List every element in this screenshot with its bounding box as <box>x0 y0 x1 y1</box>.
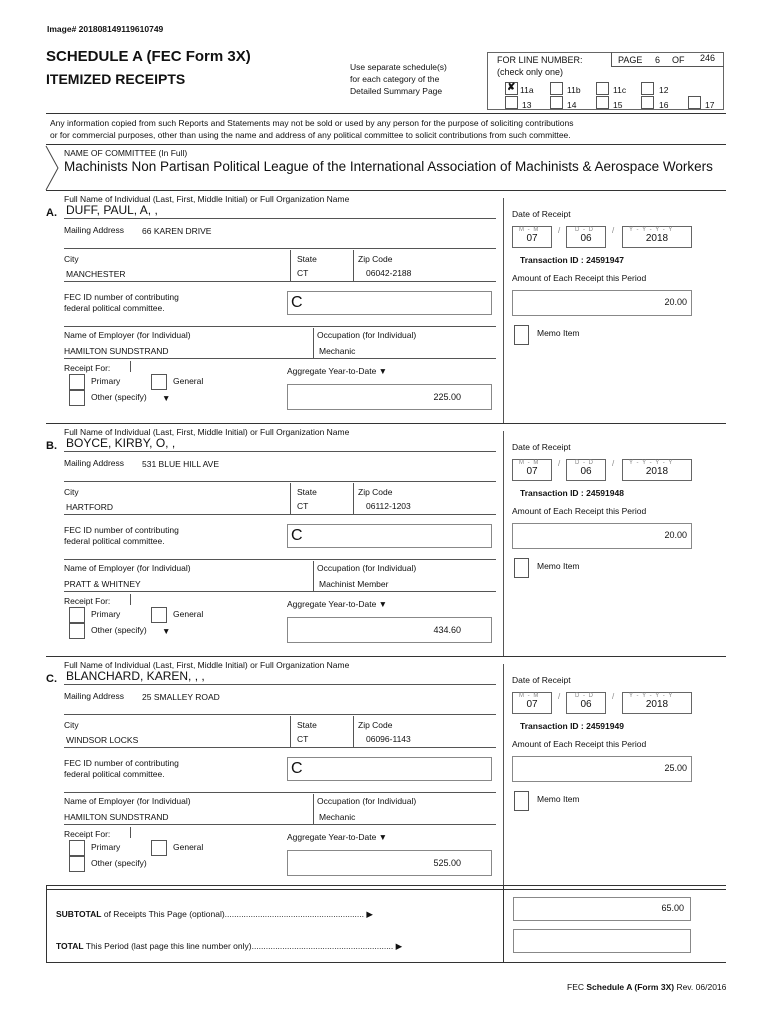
transaction-id: Transaction ID : 24591948 <box>520 488 624 498</box>
line-11c-label: 11c <box>613 85 627 95</box>
mailing-label: Mailing Address <box>64 225 125 235</box>
occupation-value: Mechanic <box>319 346 356 356</box>
aggregate-value: 225.00 <box>433 392 461 402</box>
occupation-label: Occupation (for Individual) <box>317 796 417 806</box>
other-checkbox[interactable] <box>69 623 85 639</box>
date-receipt-label: Date of Receipt <box>512 442 571 452</box>
day-field[interactable]: D - D 06 <box>566 459 606 481</box>
aggregate-field[interactable] <box>287 384 492 410</box>
fec-id-label: FEC ID number of contributing federal political committee. <box>64 292 179 313</box>
general-checkbox[interactable] <box>151 374 167 390</box>
line-15-checkbox[interactable] <box>596 96 609 109</box>
day-value: 06 <box>580 699 592 710</box>
employer-label: Name of Employer (for Individual) <box>64 796 191 806</box>
month-field[interactable]: M - M 07 <box>512 226 552 248</box>
aggregate-label: Aggregate Year-to-Date ▼ <box>287 599 388 609</box>
subtotal-amount-box[interactable] <box>513 897 691 921</box>
amount-value: 25.00 <box>664 763 687 773</box>
line-14-label: 14 <box>567 100 577 110</box>
subtotal-label: SUBTOTAL of Receipts This Page (optional)........................................................... ▶ <box>56 909 373 919</box>
memo-label: Memo Item <box>537 328 580 338</box>
primary-label: Primary <box>91 842 121 852</box>
line-11b-label: 11b <box>567 85 581 95</box>
month-field[interactable]: M - M 07 <box>512 459 552 481</box>
mailing-address: 25 SMALLEY ROAD <box>142 692 220 702</box>
line-11c-checkbox[interactable] <box>596 82 609 95</box>
fec-id-field[interactable]: C <box>287 291 492 315</box>
page-total: 246 <box>700 53 716 63</box>
contributor-name: BLANCHARD, KAREN, , , <box>66 669 205 683</box>
transaction-id: Transaction ID : 24591949 <box>520 721 624 731</box>
general-checkbox[interactable] <box>151 840 167 856</box>
full-name-label: Full Name of Individual (Last, First, Middle Initial) or Full Organization Name <box>64 427 350 437</box>
memo-label: Memo Item <box>537 561 580 571</box>
zip-label: Zip Code <box>358 487 393 497</box>
aggregate-value: 525.00 <box>433 858 461 868</box>
general-label: General <box>173 609 204 619</box>
general-checkbox[interactable] <box>151 607 167 623</box>
line-14-checkbox[interactable] <box>550 96 563 109</box>
zip-value: 06042-2188 <box>366 268 412 278</box>
line-17-label: 17 <box>705 100 715 110</box>
page-label: PAGE <box>618 55 643 65</box>
year-field[interactable]: Y - Y - Y - Y 2018 <box>622 692 692 714</box>
employer-value: HAMILTON SUNDSTRAND <box>64 812 169 822</box>
state-label: State <box>297 254 317 264</box>
separate-note: Use separate schedule(s) for each category of the Detailed Summary Page <box>350 62 447 96</box>
primary-label: Primary <box>91 609 121 619</box>
year-value: 2018 <box>645 699 669 710</box>
employer-label: Name of Employer (for Individual) <box>64 563 191 573</box>
entry-letter: A. <box>46 207 57 219</box>
day-value: 06 <box>580 233 592 244</box>
footer: FEC Schedule A (Form 3X) Rev. 06/2016 <box>567 982 727 992</box>
state-label: State <box>297 487 317 497</box>
year-field[interactable]: Y - Y - Y - Y 2018 <box>622 226 692 248</box>
date-receipt-label: Date of Receipt <box>512 675 571 685</box>
amount-value: 20.00 <box>664 530 687 540</box>
other-dropdown-icon[interactable]: ▼ <box>162 393 171 403</box>
city-value: HARTFORD <box>66 502 114 512</box>
amount-field[interactable] <box>512 523 692 549</box>
city-label: City <box>64 720 79 730</box>
entry-letter: B. <box>46 440 57 452</box>
contributor-name: BOYCE, KIRBY, O, , <box>66 436 176 450</box>
memo-label: Memo Item <box>537 794 580 804</box>
mailing-label: Mailing Address <box>64 691 125 701</box>
form-subtitle: ITEMIZED RECEIPTS <box>46 71 186 87</box>
full-name-label: Full Name of Individual (Last, First, Middle Initial) or Full Organization Name <box>64 194 350 204</box>
line-13-checkbox[interactable] <box>505 96 518 109</box>
line-11a-checkbox[interactable]: ✘ <box>505 82 518 95</box>
receipt-for-label: Receipt For: <box>64 829 111 839</box>
total-amount-box[interactable] <box>513 929 691 953</box>
day-field[interactable]: D - D 06 <box>566 692 606 714</box>
fec-id-label: FEC ID number of contributing federal political committee. <box>64 758 179 779</box>
form-title: SCHEDULE A (FEC Form 3X) <box>46 48 251 65</box>
occupation-value: Machinist Member <box>319 579 389 589</box>
other-checkbox[interactable] <box>69 856 85 872</box>
city-value: MANCHESTER <box>66 269 126 279</box>
occupation-value: Mechanic <box>319 812 356 822</box>
year-value: 2018 <box>645 233 669 244</box>
amount-field[interactable] <box>512 290 692 316</box>
committee-label: NAME OF COMMITTEE (In Full) <box>64 148 188 158</box>
general-label: General <box>173 842 204 852</box>
fec-id-field[interactable]: C <box>287 757 492 781</box>
line-11b-checkbox[interactable] <box>550 82 563 95</box>
month-value: 07 <box>526 699 538 710</box>
aggregate-field[interactable] <box>287 850 492 876</box>
month-value: 07 <box>526 466 538 477</box>
aggregate-label: Aggregate Year-to-Date ▼ <box>287 366 388 376</box>
of-label: OF <box>672 55 685 65</box>
city-value: WINDSOR LOCKS <box>66 735 139 745</box>
memo-checkbox[interactable] <box>514 791 529 811</box>
year-field[interactable]: Y - Y - Y - Y 2018 <box>622 459 692 481</box>
memo-checkbox[interactable] <box>514 325 529 345</box>
line-12-checkbox[interactable] <box>641 82 654 95</box>
zip-value: 06096-1143 <box>366 734 411 744</box>
month-field[interactable]: M - M 07 <box>512 692 552 714</box>
employer-value: PRATT & WHITNEY <box>64 579 141 589</box>
other-checkbox[interactable] <box>69 390 85 406</box>
date-receipt-label: Date of Receipt <box>512 209 571 219</box>
aggregate-field[interactable] <box>287 617 492 643</box>
zip-label: Zip Code <box>358 254 393 264</box>
day-value: 06 <box>580 466 592 477</box>
receipt-for-label: Receipt For: <box>64 363 111 373</box>
full-name-label: Full Name of Individual (Last, First, Middle Initial) or Full Organization Name <box>64 660 350 670</box>
city-label: City <box>64 487 79 497</box>
receipt-for-label: Receipt For: <box>64 596 111 606</box>
committee-name: Machinists Non Partisan Political League of the International Association of Machinists & Aerospace Workers <box>64 159 713 174</box>
amount-label: Amount of Each Receipt this Period <box>512 506 647 516</box>
image-id: Image# 201808149119610749 <box>47 24 164 34</box>
zip-value: 06112-1203 <box>366 501 411 511</box>
state-value: CT <box>297 268 309 278</box>
entry-letter: C. <box>46 673 57 685</box>
state-value: CT <box>297 734 309 744</box>
amount-value: 20.00 <box>664 297 687 307</box>
mailing-address: 66 KAREN DRIVE <box>142 226 212 236</box>
primary-checkbox[interactable] <box>69 607 85 623</box>
state-value: CT <box>297 501 309 511</box>
committee-chevron <box>44 144 64 192</box>
line-12-label: 12 <box>659 85 669 95</box>
occupation-label: Occupation (for Individual) <box>317 330 417 340</box>
check-only-label: (check only one) <box>497 67 564 77</box>
other-label: Other (specify) <box>91 858 147 868</box>
occupation-label: Occupation (for Individual) <box>317 563 417 573</box>
zip-label: Zip Code <box>358 720 393 730</box>
other-label: Other (specify) <box>91 392 147 402</box>
general-label: General <box>173 376 204 386</box>
primary-label: Primary <box>91 376 121 386</box>
amount-field[interactable] <box>512 756 692 782</box>
line-16-checkbox[interactable] <box>641 96 654 109</box>
contributor-name: DUFF, PAUL, A, , <box>66 203 158 217</box>
state-label: State <box>297 720 317 730</box>
employer-label: Name of Employer (for Individual) <box>64 330 191 340</box>
aggregate-label: Aggregate Year-to-Date ▼ <box>287 832 388 842</box>
other-label: Other (specify) <box>91 625 147 635</box>
primary-checkbox[interactable] <box>69 840 85 856</box>
line-16-label: 16 <box>659 100 669 110</box>
other-dropdown-icon[interactable]: ▼ <box>162 626 171 636</box>
employer-value: HAMILTON SUNDSTRAND <box>64 346 169 356</box>
line-13-label: 13 <box>522 100 532 110</box>
aggregate-value: 434.60 <box>433 625 461 635</box>
page-number: 6 <box>655 55 661 65</box>
notice-text: Any information copied from such Reports and Statements may not be sold or used by any person for the purpose of soliciting contributions or for commercial purposes, other than using the name and address of any political committee to solicit contributions from such committee. <box>50 118 574 140</box>
memo-checkbox[interactable] <box>514 558 529 578</box>
line-15-label: 15 <box>613 100 623 110</box>
for-line-label: FOR LINE NUMBER: <box>497 55 583 65</box>
year-value: 2018 <box>645 466 669 477</box>
city-label: City <box>64 254 79 264</box>
primary-checkbox[interactable] <box>69 374 85 390</box>
amount-label: Amount of Each Receipt this Period <box>512 739 647 749</box>
fec-id-label: FEC ID number of contributing federal political committee. <box>64 525 179 546</box>
amount-label: Amount of Each Receipt this Period <box>512 273 647 283</box>
fec-id-field[interactable]: C <box>287 524 492 548</box>
total-label: TOTAL This Period (last page this line number only)............................................................ ▶ <box>56 941 403 951</box>
mailing-label: Mailing Address <box>64 458 125 468</box>
transaction-id: Transaction ID : 24591947 <box>520 255 624 265</box>
line-17-checkbox[interactable] <box>688 96 701 109</box>
day-field[interactable]: D - D 06 <box>566 226 606 248</box>
line-11a-label: 11a <box>520 85 534 95</box>
mailing-address: 531 BLUE HILL AVE <box>142 459 220 469</box>
subtotal-amount: 65.00 <box>661 903 684 913</box>
month-value: 07 <box>526 233 538 244</box>
